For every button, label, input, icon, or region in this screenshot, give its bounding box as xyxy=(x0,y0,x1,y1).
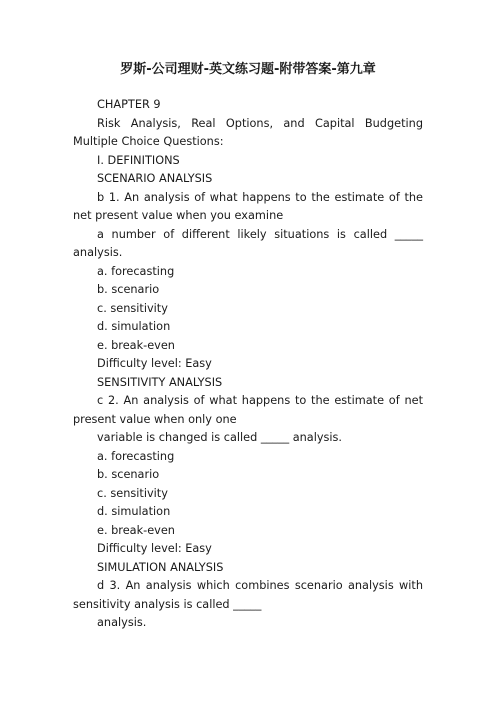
answer-option: b. scenario xyxy=(97,283,160,296)
answer-option: b. scenario xyxy=(97,468,160,481)
answer-option: c. sensitivity xyxy=(97,301,168,315)
difficulty-level: Difficulty level: Easy xyxy=(97,357,212,370)
question-text: d 3. An analysis which combines scenario analysis with sensitivity analysis is called _____ xyxy=(73,579,423,611)
part-heading: I. DEFINITIONS xyxy=(97,153,180,167)
section-subtitle: Risk Analysis, Real Options, and Capital Budgeting Multiple Choice Questions: xyxy=(73,116,423,148)
document-title: 罗斯-公司理财-英文练习题-附带答案-第九章 xyxy=(120,62,376,77)
answer-option: d. simulation xyxy=(97,320,171,333)
answer-option: a. forecasting xyxy=(97,449,175,463)
topic-heading: SCENARIO ANALYSIS xyxy=(97,172,213,185)
question-text-continued: a number of different likely situations is called _____ analysis. xyxy=(73,227,423,259)
document-body xyxy=(73,96,423,633)
question-text-continued: analysis. xyxy=(97,616,147,629)
answer-option: c. sensitivity xyxy=(97,486,168,500)
answer-option: e. break-even xyxy=(97,523,175,537)
topic-heading: SIMULATION ANALYSIS xyxy=(97,560,224,574)
question-text-continued: variable is changed is called _____ analysis. xyxy=(97,431,343,444)
question-text: c 2. An analysis of what happens to the estimate of net present value when only one xyxy=(73,394,423,426)
question-text: b 1. An analysis of what happens to the estimate of the net present value when you examine xyxy=(73,190,423,222)
answer-option: a. forecasting xyxy=(97,264,175,278)
answer-option: e. break-even xyxy=(97,338,175,352)
chapter-heading: CHAPTER 9 xyxy=(97,98,161,111)
answer-option: d. simulation xyxy=(97,505,171,518)
difficulty-level: Difficulty level: Easy xyxy=(97,542,212,555)
topic-heading: SENSITIVITY ANALYSIS xyxy=(97,375,223,389)
